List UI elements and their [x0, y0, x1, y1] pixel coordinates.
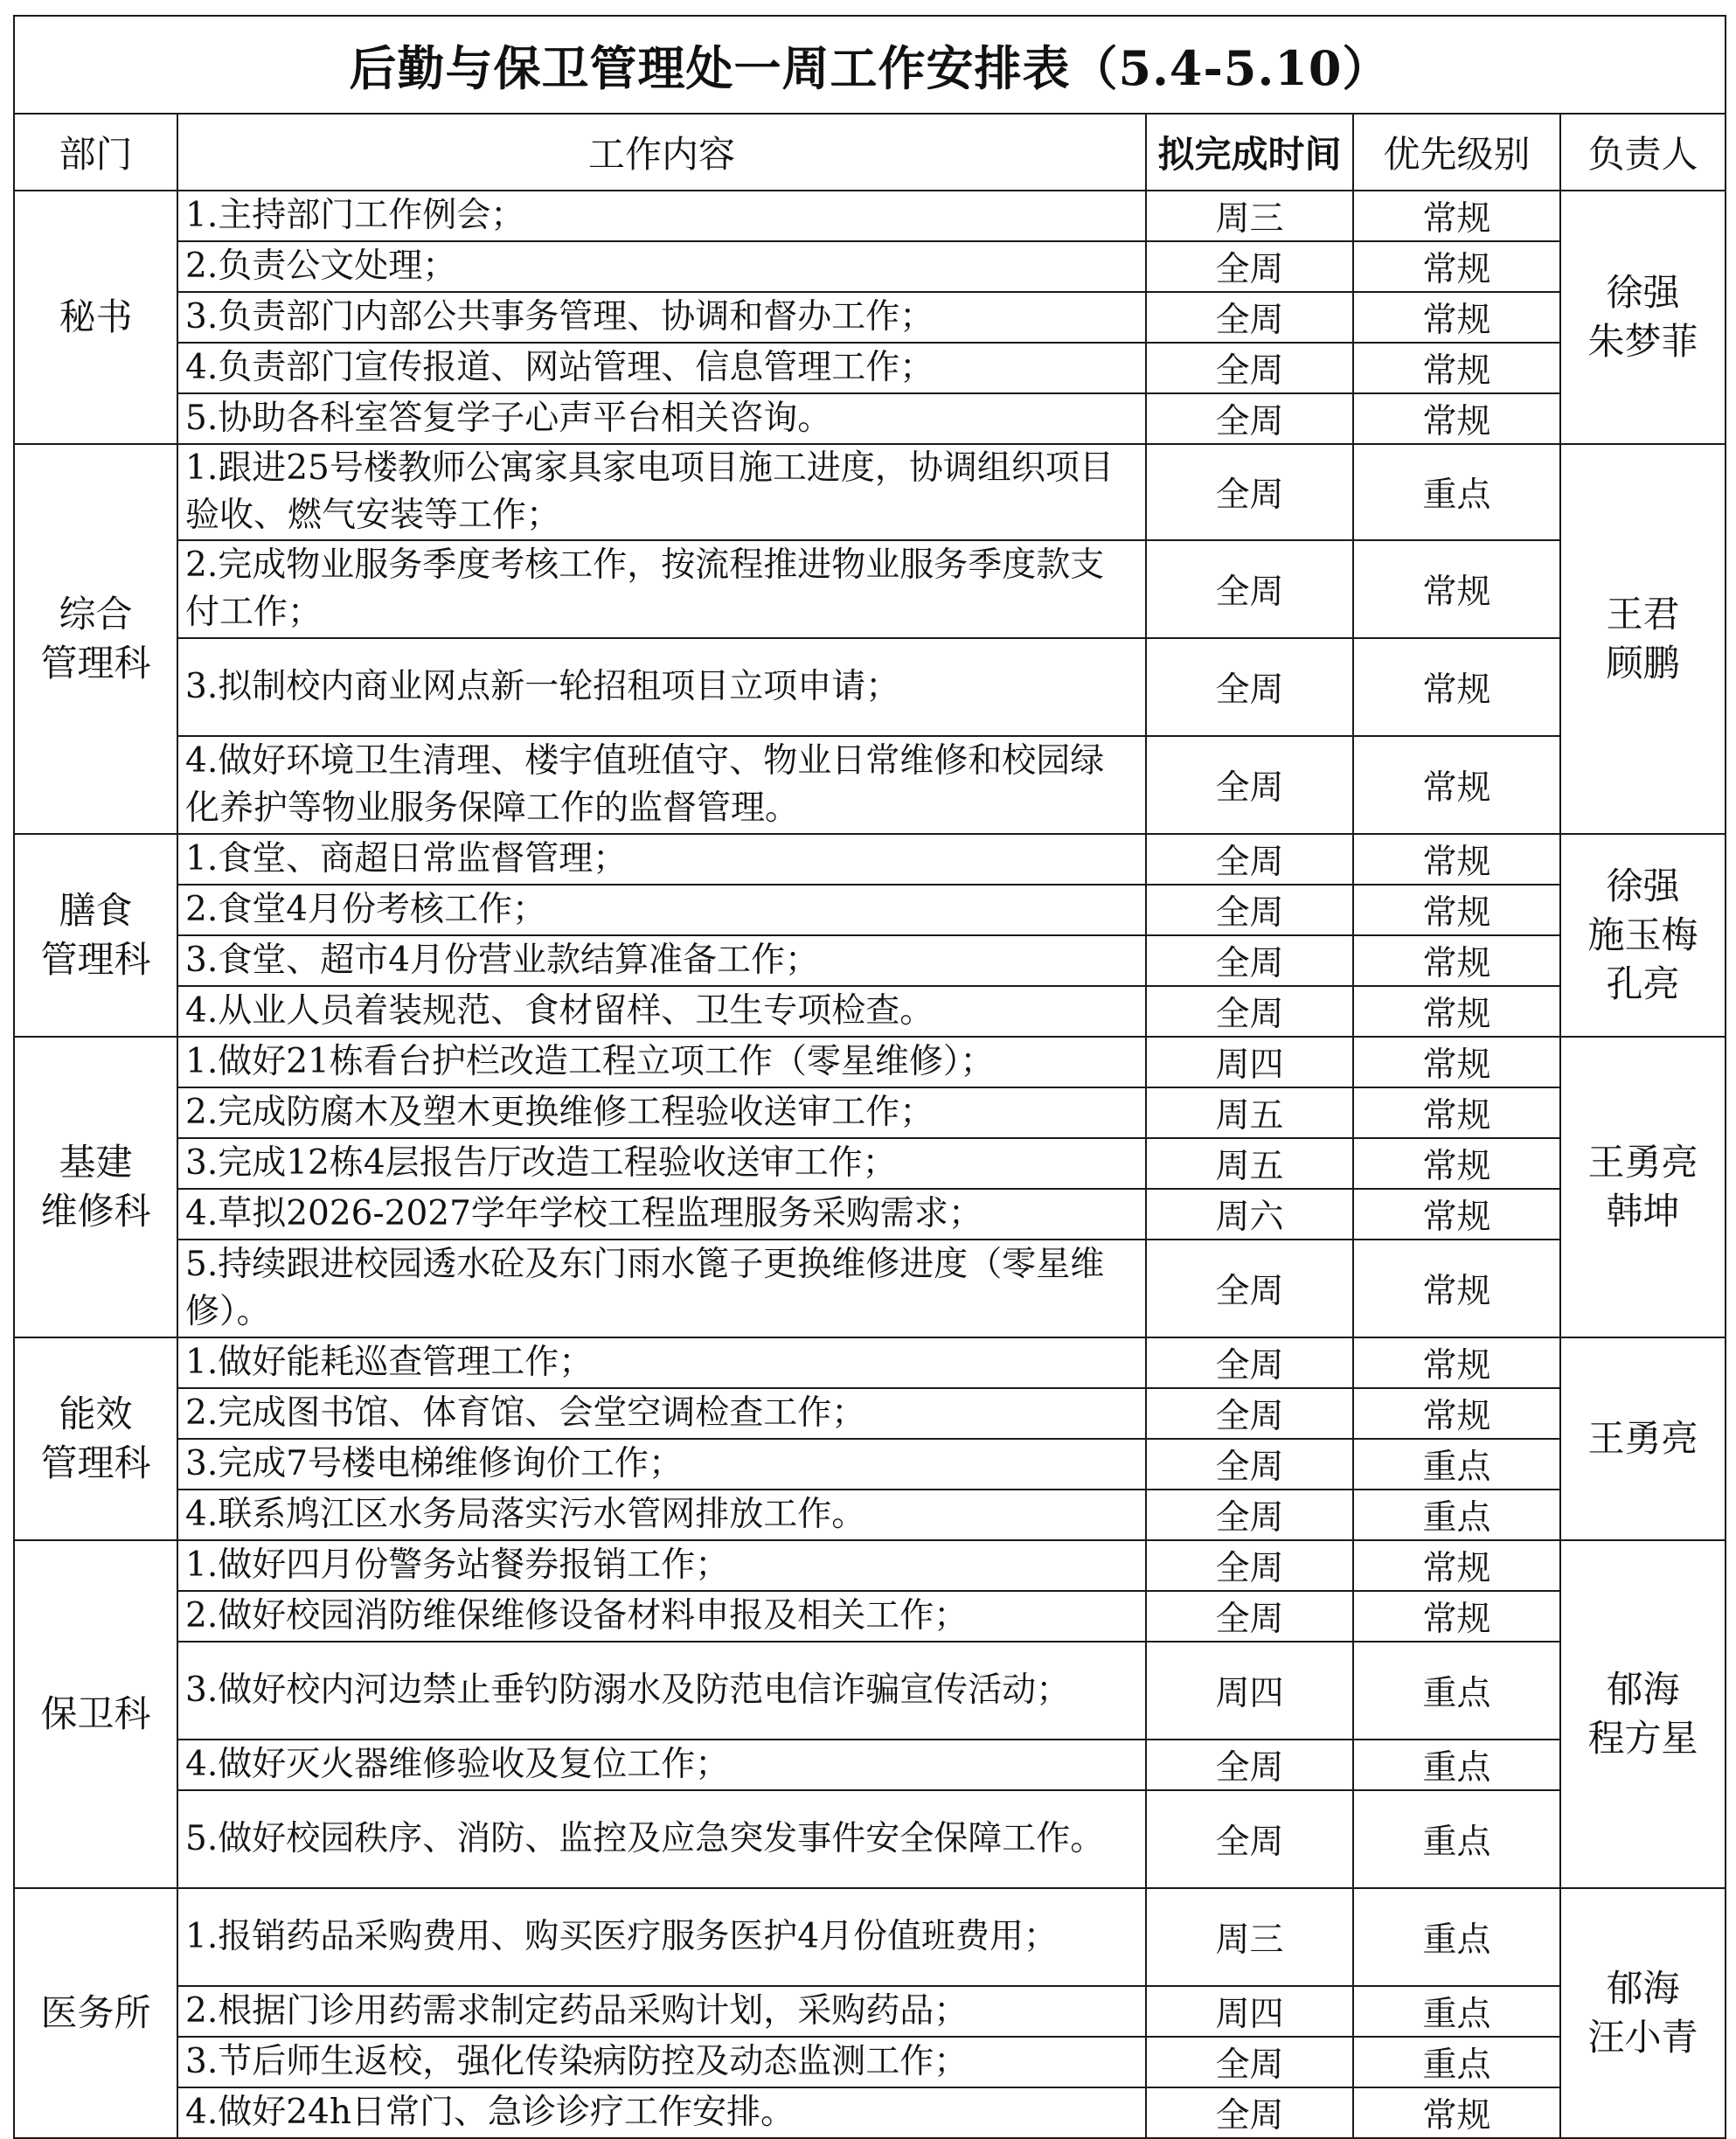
owner-name: 王勇亮: [1587, 1417, 1698, 1460]
dept-label: 管理科: [40, 938, 151, 981]
header-priority: 优先级别: [1353, 114, 1560, 191]
time-cell: 全周: [1146, 1337, 1353, 1388]
priority-cell: 常规: [1353, 986, 1560, 1037]
task-cell: 3.做好校内河边禁止垂钓防溺水及防范电信诈骗宣传活动；: [177, 1642, 1146, 1740]
header-time: 拟完成时间: [1146, 114, 1353, 191]
task-cell: 4.负责部门宣传报道、网站管理、信息管理工作；: [177, 343, 1146, 393]
priority-cell: 重点: [1353, 1888, 1560, 1986]
owner-name: 徐强: [1606, 271, 1680, 314]
table-row: [14, 1037, 1726, 1087]
time-cell: 周五: [1146, 1087, 1353, 1138]
owner-cell: [1560, 1337, 1726, 1540]
priority-cell: 常规: [1353, 1240, 1560, 1337]
owner-cell: [1560, 834, 1726, 1037]
task-cell: 2.食堂4月份考核工作；: [177, 885, 1146, 935]
table-row: [14, 1189, 1726, 1240]
time-cell: 周三: [1146, 1888, 1353, 1986]
dept-cell: [14, 444, 177, 834]
task-cell: 3.拟制校内商业网点新一轮招租项目立项申请；: [177, 638, 1146, 736]
time-cell: 全周: [1146, 2087, 1353, 2138]
owner-cell: [1560, 444, 1726, 834]
time-cell: 周五: [1146, 1138, 1353, 1189]
priority-cell: 常规: [1353, 191, 1560, 241]
priority-cell: 常规: [1353, 1189, 1560, 1240]
priority-cell: 常规: [1353, 540, 1560, 638]
table-row: [14, 540, 1726, 638]
owner-name: 王君: [1606, 593, 1680, 635]
dept-label: 基建: [59, 1141, 133, 1184]
time-cell: 全周: [1146, 736, 1353, 834]
priority-cell: 常规: [1353, 1138, 1560, 1189]
dept-cell: [14, 834, 177, 1037]
table-row: [14, 2037, 1726, 2087]
task-cell: 5.协助各科室答复学子心声平台相关咨询。: [177, 393, 1146, 444]
owner-cell: [1560, 1888, 1726, 2138]
task-cell: 1.主持部门工作例会；: [177, 191, 1146, 241]
priority-cell: 常规: [1353, 1591, 1560, 1642]
task-cell: 1.食堂、商超日常监督管理；: [177, 834, 1146, 885]
dept-label: 综合: [59, 593, 133, 635]
table-row: [14, 1642, 1726, 1740]
owner-name: 韩坤: [1606, 1190, 1680, 1233]
time-cell: 全周: [1146, 343, 1353, 393]
dept-label: 维修科: [40, 1190, 151, 1233]
time-cell: 全周: [1146, 241, 1353, 292]
time-cell: 全周: [1146, 834, 1353, 885]
dept-label: 能效: [59, 1392, 133, 1435]
time-cell: 全周: [1146, 1740, 1353, 1790]
owner-name: 孔亮: [1606, 962, 1680, 1005]
priority-cell: 重点: [1353, 2037, 1560, 2087]
priority-cell: 常规: [1353, 736, 1560, 834]
task-cell: 3.负责部门内部公共事务管理、协调和督办工作；: [177, 292, 1146, 343]
priority-cell: 常规: [1353, 935, 1560, 986]
header-dept: 部门: [14, 114, 177, 191]
priority-cell: 常规: [1353, 638, 1560, 736]
table-row: [14, 1337, 1726, 1388]
table-row: [14, 1490, 1726, 1540]
priority-cell: 重点: [1353, 1986, 1560, 2037]
priority-cell: 常规: [1353, 1540, 1560, 1591]
time-cell: 周四: [1146, 1037, 1353, 1087]
task-cell: 2.做好校园消防维保维修设备材料申报及相关工作；: [177, 1591, 1146, 1642]
task-cell: 4.做好24h日常门、急诊诊疗工作安排。: [177, 2087, 1146, 2138]
time-cell: 全周: [1146, 638, 1353, 736]
dept-cell: [14, 1037, 177, 1337]
table-row: [14, 986, 1726, 1037]
task-cell: 1.做好能耗巡查管理工作；: [177, 1337, 1146, 1388]
owner-name: 郁海: [1606, 1967, 1680, 2010]
dept-label: 管理科: [40, 642, 151, 684]
owner-name: 程方星: [1587, 1717, 1698, 1760]
table-row: [14, 1240, 1726, 1337]
priority-cell: 重点: [1353, 1790, 1560, 1888]
table-row: [14, 1087, 1726, 1138]
time-cell: 周六: [1146, 1189, 1353, 1240]
task-cell: 1.做好21栋看台护栏改造工程立项工作（零星维修）；: [177, 1037, 1146, 1087]
dept-label: 医务所: [40, 1991, 151, 2034]
priority-cell: 重点: [1353, 1439, 1560, 1490]
owner-name: 顾鹏: [1606, 642, 1680, 684]
priority-cell: 常规: [1353, 1337, 1560, 1388]
header-owner: 负责人: [1560, 114, 1726, 191]
task-cell: 2.完成图书馆、体育馆、会堂空调检查工作；: [177, 1388, 1146, 1439]
table-row: [14, 1540, 1726, 1591]
schedule-sheet: [13, 15, 1725, 2139]
owner-name: 汪小青: [1587, 2016, 1698, 2059]
dept-label: 秘书: [59, 295, 133, 338]
table-row: [14, 834, 1726, 885]
dept-label: 膳食: [59, 889, 133, 932]
task-cell: 5.做好校园秩序、消防、监控及应急突发事件安全保障工作。: [177, 1790, 1146, 1888]
task-cell: 4.从业人员着装规范、食材留样、卫生专项检查。: [177, 986, 1146, 1037]
dept-label: 保卫科: [40, 1692, 151, 1735]
time-cell: 全周: [1146, 540, 1353, 638]
task-cell: 4.草拟2026-2027学年学校工程监理服务采购需求；: [177, 1189, 1146, 1240]
priority-cell: 常规: [1353, 1037, 1560, 1087]
time-cell: 全周: [1146, 885, 1353, 935]
priority-cell: 常规: [1353, 885, 1560, 935]
table-row: [14, 885, 1726, 935]
table-row: [14, 1138, 1726, 1189]
task-cell: 2.根据门诊用药需求制定药品采购计划，采购药品；: [177, 1986, 1146, 2037]
time-cell: 全周: [1146, 986, 1353, 1037]
time-cell: 周四: [1146, 1642, 1353, 1740]
time-cell: 周三: [1146, 191, 1353, 241]
priority-cell: 常规: [1353, 241, 1560, 292]
task-cell: 2.完成防腐木及塑木更换维修工程验收送审工作；: [177, 1087, 1146, 1138]
dept-cell: [14, 1888, 177, 2138]
dept-label: 管理科: [40, 1441, 151, 1484]
priority-cell: 常规: [1353, 1388, 1560, 1439]
time-cell: 全周: [1146, 1540, 1353, 1591]
owner-name: 朱梦菲: [1587, 320, 1698, 363]
owner-name: 王勇亮: [1587, 1141, 1698, 1184]
time-cell: 全周: [1146, 1790, 1353, 1888]
priority-cell: 重点: [1353, 1490, 1560, 1540]
priority-cell: 常规: [1353, 292, 1560, 343]
task-cell: 3.完成12栋4层报告厅改造工程验收送审工作；: [177, 1138, 1146, 1189]
table-row: [14, 1986, 1726, 2037]
priority-cell: 常规: [1353, 343, 1560, 393]
task-cell: 3.食堂、超市4月份营业款结算准备工作；: [177, 935, 1146, 986]
priority-cell: 常规: [1353, 2087, 1560, 2138]
owner-name: 徐强: [1606, 865, 1680, 907]
table-row: [14, 343, 1726, 393]
time-cell: 全周: [1146, 2037, 1353, 2087]
table-row: [14, 1591, 1726, 1642]
priority-cell: 常规: [1353, 834, 1560, 885]
task-cell: 3.节后师生返校，强化传染病防控及动态监测工作；: [177, 2037, 1146, 2087]
table-row: [14, 292, 1726, 343]
table-row: [14, 444, 1726, 540]
time-cell: 全周: [1146, 444, 1353, 540]
table-row: [14, 935, 1726, 986]
task-cell: 1.跟进25号楼教师公寓家具家电项目施工进度，协调组织项目验收、燃气安装等工作；: [177, 444, 1146, 540]
time-cell: 全周: [1146, 1388, 1353, 1439]
time-cell: 全周: [1146, 393, 1353, 444]
task-cell: 3.完成7号楼电梯维修询价工作；: [177, 1439, 1146, 1490]
priority-cell: 常规: [1353, 393, 1560, 444]
priority-cell: 常规: [1353, 1087, 1560, 1138]
owner-cell: [1560, 1037, 1726, 1337]
dept-cell: [14, 191, 177, 444]
owner-name: 郁海: [1606, 1668, 1680, 1711]
task-cell: 1.做好四月份警务站餐券报销工作；: [177, 1540, 1146, 1591]
table-title: 后勤与保卫管理处一周工作安排表（5.4-5.10）: [14, 16, 1726, 114]
owner-name: 施玉梅: [1587, 913, 1698, 956]
table-row: [14, 1388, 1726, 1439]
priority-cell: 重点: [1353, 1642, 1560, 1740]
dept-cell: [14, 1540, 177, 1888]
table-row: [14, 1790, 1726, 1888]
task-cell: 1.报销药品采购费用、购买医疗服务医护4月份值班费用；: [177, 1888, 1146, 1986]
header-content: 工作内容: [177, 114, 1146, 191]
table-row: [14, 191, 1726, 241]
dept-cell: [14, 1337, 177, 1540]
priority-cell: 重点: [1353, 1740, 1560, 1790]
time-cell: 全周: [1146, 1591, 1353, 1642]
schedule-table: [13, 15, 1726, 2139]
owner-cell: [1560, 1540, 1726, 1888]
priority-cell: 重点: [1353, 444, 1560, 540]
time-cell: 全周: [1146, 1490, 1353, 1540]
task-cell: 4.做好灭火器维修验收及复位工作；: [177, 1740, 1146, 1790]
time-cell: 全周: [1146, 1240, 1353, 1337]
table-row: [14, 2087, 1726, 2138]
task-cell: 2.负责公文处理；: [177, 241, 1146, 292]
task-cell: 4.联系鸠江区水务局落实污水管网排放工作。: [177, 1490, 1146, 1540]
task-cell: 4.做好环境卫生清理、楼宇值班值守、物业日常维修和校园绿化养护等物业服务保障工作的监督管理。: [177, 736, 1146, 834]
table-row: [14, 638, 1726, 736]
table-row: [14, 736, 1726, 834]
time-cell: 周四: [1146, 1986, 1353, 2037]
table-row: [14, 393, 1726, 444]
time-cell: 全周: [1146, 292, 1353, 343]
table-body: [14, 191, 1726, 2138]
task-cell: 2.完成物业服务季度考核工作，按流程推进物业服务季度款支付工作；: [177, 540, 1146, 638]
time-cell: 全周: [1146, 935, 1353, 986]
table-row: [14, 1888, 1726, 1986]
time-cell: 全周: [1146, 1439, 1353, 1490]
table-row: [14, 1439, 1726, 1490]
table-row: [14, 1740, 1726, 1790]
owner-cell: [1560, 191, 1726, 444]
table-row: [14, 241, 1726, 292]
task-cell: 5.持续跟进校园透水砼及东门雨水篦子更换维修进度（零星维修）。: [177, 1240, 1146, 1337]
